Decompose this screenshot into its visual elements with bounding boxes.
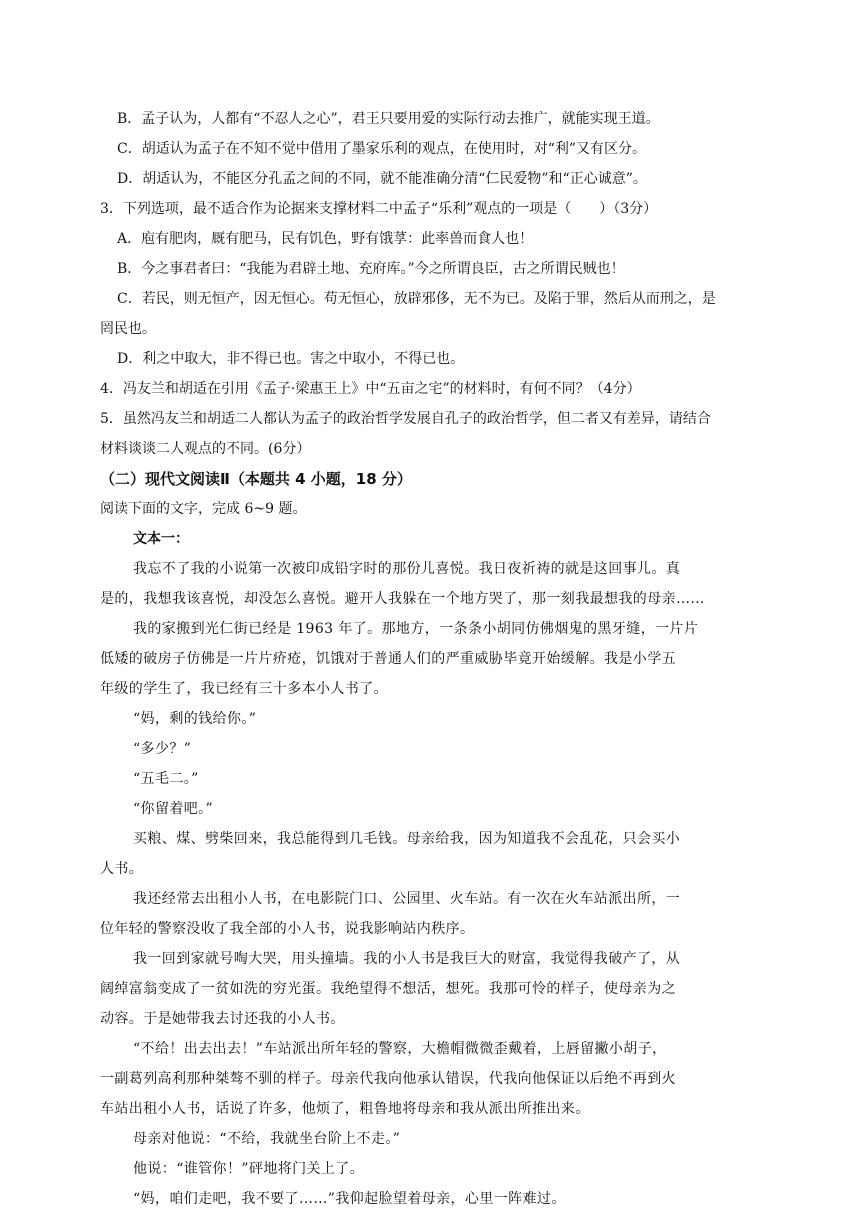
q3-stem: 3．下列选项，最不适合作为论据来支撑材料二中孟子“乐利”观点的一项是（ ）（3分） [100,201,658,217]
paragraph-line: 母亲对他说：“不给，我就坐台阶上不走。” [133,1131,401,1147]
q3-option-b: B．今之事君者曰：“我能为君辟土地、充府库。”今之所谓良臣，古之所谓民贼也！ [117,261,625,277]
section-instruction: 阅读下面的文字，完成 6~9 题。 [100,501,307,517]
paragraph-line: 动容。于是她带我去讨还我的小人书。 [100,1011,345,1027]
q5-stem-line2: 材料谈谈二人观点的不同。(6分） [100,441,311,457]
q2-option-c: C．胡适认为孟子在不知不觉中借用了墨家乐利的观点，在使用时，对“利”又有区分。 [117,141,647,157]
paragraph-line: “妈，咱们走吧，我不要了……”我仰起脸望着母亲，心里一阵难过。 [133,1191,566,1207]
paragraph-line: 位年轻的警察没收了我全部的小人书，说我影响站内秩序。 [100,921,475,937]
dialogue-line: “妈，剩的钱给你。” [133,711,257,727]
q3-option-d: D．利之中取大，非不得已也。害之中取小，不得已也。 [117,351,465,367]
paragraph-line: 车站出租小人书，话说了许多，他烦了，粗鲁地将母亲和我从派出所推出来。 [100,1101,590,1117]
paragraph-line: 是的，我想我该喜悦，却没怎么喜悦。避开人我躲在一个地方哭了，那一刻我最想我的母亲…… [100,591,705,607]
paragraph-line: 一副葛列高利那种桀骜不驯的样子。母亲代我向他承认错误，代我向他保证以后绝不再到火 [100,1071,676,1087]
text-one-label: 文本一： [133,531,189,547]
q5-stem-line1: 5．虽然冯友兰和胡适二人都认为孟子的政治哲学发展自孔子的政治哲学，但二者又有差异，请结合 [100,411,711,427]
paragraph-line: 低矮的破房子仿佛是一片片疥疮，饥饿对于普通人们的严重威胁毕竟开始缓解。我是小学五 [100,651,676,667]
paragraph-line: 我还经常去出租小人书，在电影院门口、公园里、火车站。有一次在火车站派出所，一 [133,891,681,907]
paragraph-line: 阔绰富翁变成了一贫如洗的穷光蛋。我绝望得不想活，想死。我那可怜的样子，使母亲为之 [100,981,676,997]
paragraph-line: “不给！出去出去！”车站派出所年轻的警察，大檐帽微微歪戴着，上唇留撇小胡子， [133,1041,667,1057]
paragraph-line: 我的家搬到光仁街已经是 1963 年了。那地方，一条条小胡同仿佛烟鬼的黑牙缝，一片片 [133,621,699,637]
paragraph-line: 人书。 [100,861,144,877]
paragraph-line: 买粮、煤、劈柴回来，我总能得到几毛钱。母亲给我，因为知道我不会乱花，只会买小 [133,831,681,847]
paragraph-line: 我忘不了我的小说第一次被印成铅字时的那份儿喜悦。我日夜祈祷的就是这回事儿。真 [133,561,681,577]
q3-option-c-line1: C．若民，则无恒产，因无恒心。苟无恒心，放辟邪侈，无不为已。及陷于罪，然后从而刑之，是 [117,291,716,307]
paragraph-line: 年级的学生了，我已经有三十多本小人书了。 [100,681,388,697]
dialogue-line: “多少？” [133,741,192,757]
dialogue-line: “你留着吧。” [133,801,214,817]
q3-option-a: A．庖有肥肉，厩有肥马，民有饥色，野有饿莩：此率兽而食人也！ [117,231,534,247]
paragraph-line: 他说：“谁管你！”砰地将门关上了。 [133,1161,365,1177]
paragraph-line: 我一回到家就号啕大哭，用头撞墙。我的小人书是我巨大的财富，我觉得我破产了，从 [133,951,681,967]
q2-option-b: B．孟子认为，人都有“不忍人之心”，君王只要用爱的实际行动去推广，就能实现王道。 [117,111,660,127]
q4-stem: 4．冯友兰和胡适在引用《孟子·梁惠王上》中“五亩之宅”的材料时，有何不同？（4分） [100,381,641,397]
q2-option-d: D．胡适认为，不能区分孔孟之间的不同，就不能准确分清“仁民爱物”和“正心诚意”。 [117,171,647,187]
dialogue-line: “五毛二。” [133,771,199,787]
section-heading: （二）现代文阅读Ⅱ（本题共 4 小题，18 分） [100,470,412,488]
q3-option-c-line2: 罔民也。 [100,321,156,337]
text-one-body [100,554,768,1214]
